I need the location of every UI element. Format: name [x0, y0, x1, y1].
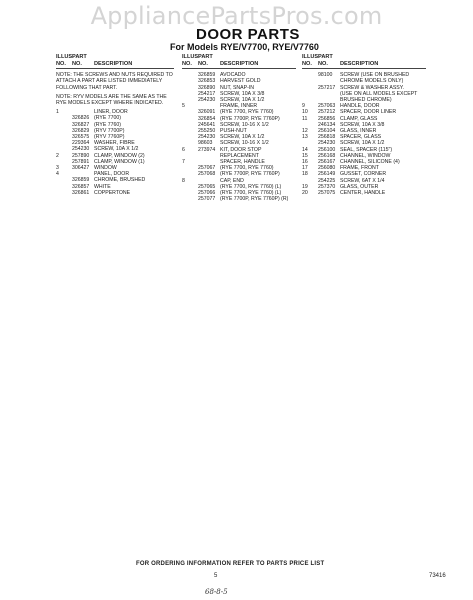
part-number: 256818: [318, 134, 336, 141]
part-description: SCREW, 10A X 1/2: [220, 134, 265, 141]
part-description: NUT, SNAP-IN: [220, 84, 255, 91]
part-description: REPLACEMENT: [220, 152, 259, 159]
part-number: 256080: [318, 165, 336, 172]
illus-number: [56, 190, 72, 196]
part-description: GLASS, OUTER: [340, 183, 379, 190]
header-illus: ILLUS.: [56, 54, 74, 60]
part-number: 98603: [198, 140, 213, 147]
header-no: NO.: [302, 60, 312, 67]
part-row: [182, 196, 296, 202]
part-description: SCREW, 6AT X 1/4: [340, 177, 385, 184]
part-description: SCREW, 10A X 3/8: [220, 90, 265, 97]
part-number: 257067: [198, 165, 216, 172]
part-number: 326853: [198, 78, 216, 85]
part-description: HANDLE, DOOR: [340, 103, 380, 110]
illus-number: 12: [302, 128, 308, 135]
part-description: KIT, DOOR STOP: [220, 146, 262, 153]
header-description: DESCRIPTION: [340, 60, 379, 67]
note-screws: NOTE: THE SCREWS AND NUTS REQUIRED TO ATTACH A PART ARE LISTED IMMEDIATELY FOLLOWING THAT PART.: [56, 72, 173, 91]
part-description: LINER, DOOR: [94, 109, 128, 116]
part-number: 257212: [318, 109, 336, 116]
header-part-no: NO.: [198, 60, 208, 67]
part-number: 257066: [198, 190, 216, 197]
part-number: 257077: [198, 196, 216, 203]
watermark-logo: AppliancePartsPros.com: [90, 2, 383, 30]
part-description: SPACER, HANDLE: [220, 159, 265, 166]
part-description: (RYV 7700P): [94, 127, 125, 134]
header-part: PART: [318, 54, 333, 60]
part-number: 256167: [318, 159, 336, 166]
part-description: FRAME, FRONT: [340, 165, 379, 172]
part-description: CLAMP, GLASS: [340, 115, 378, 122]
part-description: BRUSHED CHROME): [340, 97, 392, 103]
illus-number: 8: [182, 177, 185, 184]
part-number: 326854: [198, 115, 216, 122]
column-header: [182, 54, 296, 69]
part-row: [302, 190, 426, 196]
header-blank: [220, 54, 296, 61]
part-number: 256149: [318, 171, 336, 178]
part-description: SEAL, SPACER (115"): [340, 146, 393, 153]
header-illus: ILLUS.: [302, 54, 320, 60]
part-description: GLASS, INNER: [340, 128, 377, 135]
part-description: SPACER, DOOR LINER: [340, 109, 397, 116]
part-number: 255250: [198, 128, 216, 135]
part-number: 326859: [198, 72, 216, 79]
part-number: 306427: [72, 165, 90, 172]
part-number: 254230: [72, 146, 90, 153]
page-title: DOOR PARTS: [196, 26, 300, 43]
part-description: CHROME, BRUSHED: [94, 177, 146, 184]
part-description: SCREW, 10A X 1/2: [340, 140, 385, 147]
parts-column-2: [182, 54, 296, 202]
part-number: 254230: [198, 134, 216, 141]
illus-number: 2: [56, 152, 59, 159]
header-no: NO.: [182, 60, 192, 67]
illus-number: 18: [302, 171, 308, 178]
header-description: DESCRIPTION: [94, 60, 133, 67]
parts-list: [182, 72, 296, 202]
part-number: 256104: [318, 128, 336, 135]
part-number: 257890: [72, 152, 90, 159]
illus-number: 9: [302, 103, 305, 110]
parts-list: [56, 109, 174, 196]
part-number: 257075: [318, 190, 336, 197]
part-description: (USE ON ALL MODELS EXCEPT: [340, 90, 418, 97]
header-description: DESCRIPTION: [220, 60, 259, 67]
handwritten-mark: 68-8-5: [205, 588, 228, 596]
part-description: SCREW, 10A X 3/8: [340, 121, 385, 128]
part-description: (RYE 7700P, RYE 7760P): [220, 171, 280, 178]
column-header: [56, 54, 174, 69]
header-part: PART: [72, 54, 87, 60]
part-description: PUSH-NUT: [220, 128, 247, 135]
header-blank: [94, 54, 174, 61]
document-code: 73416: [429, 573, 446, 579]
part-number: 326826: [72, 115, 90, 122]
parts-list: [302, 72, 426, 196]
illus-number: 3: [56, 165, 59, 172]
part-description: WHITE: [94, 183, 111, 190]
part-description: WASHER, FIBRE: [94, 140, 135, 147]
part-description: COPPERTONE: [94, 189, 131, 196]
part-description: SPACER, GLASS: [340, 134, 382, 141]
part-description: (RYE 7700P, RYE 7760P) (R): [220, 196, 289, 203]
part-number: 257370: [318, 183, 336, 190]
part-description: GUSSET, CORNER: [340, 171, 387, 178]
part-description: (RYE 7700, RYE 7760) (L): [220, 190, 282, 197]
part-description: FRAME, INNER: [220, 103, 258, 110]
part-number: 257217: [318, 84, 336, 91]
header-blank: [340, 54, 426, 61]
part-description: SCREW, 10A X 1/2: [94, 146, 139, 153]
part-description: HARVEST GOLD: [220, 78, 261, 85]
part-description: CAP, END: [220, 177, 244, 184]
parts-column-3: [302, 54, 426, 196]
illus-number: 20: [302, 190, 308, 197]
part-number: 273974: [198, 146, 216, 153]
part-description: SCREW (USE ON BRUSHED: [340, 72, 410, 79]
part-number: 326857: [72, 183, 90, 190]
part-number: 229364: [72, 140, 90, 147]
part-description: PANEL, DOOR: [94, 171, 130, 178]
part-description: (RYE 7700, RYE 7760) (L): [220, 183, 282, 190]
illus-number: 13: [302, 134, 308, 141]
part-description: SCREW & WASHER ASSY.: [340, 84, 404, 91]
page-subtitle: For Models RYE/V7700, RYE/V7760: [170, 42, 319, 52]
note-ryv-models: NOTE: RYV MODELS ARE THE SAME AS THE RYE MODELS EXCEPT WHERE INDICATED.: [56, 93, 167, 106]
part-number: 326890: [198, 84, 216, 91]
header-illus: ILLUS.: [182, 54, 200, 60]
parts-column-1: [56, 54, 174, 196]
part-number: 245641: [198, 121, 216, 128]
illus-number: 7: [182, 159, 185, 166]
illus-number: 1: [56, 109, 59, 116]
part-description: (RYE 7700, RYE 7760): [220, 109, 274, 116]
part-description: (RYE 7700): [94, 115, 122, 122]
part-description: (RYE 7760): [94, 121, 122, 128]
part-description: SCREW, 10A X 1/2: [220, 97, 265, 103]
illus-number: 14: [302, 146, 308, 153]
illus-number: 6: [182, 146, 185, 153]
part-description: SCREW, 10-16 X 1/2: [220, 140, 269, 147]
part-number: 326091: [198, 109, 216, 116]
part-number: 257891: [72, 158, 90, 165]
part-description: CLAMP, WINDOW (2): [94, 152, 145, 159]
header-part-no: NO.: [72, 60, 82, 67]
illus-number: 4: [56, 171, 59, 178]
part-number: 326827: [72, 121, 90, 128]
part-description: (RYE 7700P, RYE 7760P): [220, 115, 280, 122]
header-no: NO.: [56, 60, 66, 67]
part-description: (RYE 7700, RYE 7760): [220, 165, 274, 172]
illus-number: 11: [302, 115, 308, 122]
part-description: WINDOW: [94, 165, 117, 172]
header-part: PART: [198, 54, 213, 60]
part-number: 326859: [72, 177, 90, 184]
part-number: 256100: [318, 146, 336, 153]
part-description: CHROME MODELS ONLY): [340, 78, 404, 85]
part-number: 326575: [72, 134, 90, 141]
part-number: 326861: [72, 189, 90, 196]
part-number: 246134: [318, 121, 336, 128]
ordering-note: FOR ORDERING INFORMATION REFER TO PARTS PRICE LIST: [136, 561, 325, 567]
part-description: CLAMP, WINDOW (1): [94, 158, 145, 165]
illus-number: [182, 196, 198, 202]
illus-number: 10: [302, 109, 308, 116]
part-number: 326829: [72, 127, 90, 134]
part-number: 257068: [198, 171, 216, 178]
part-description: AVOCADO: [220, 72, 246, 79]
illus-number: 17: [302, 165, 308, 172]
part-row: [56, 190, 174, 196]
part-number: 254225: [318, 177, 336, 184]
part-number: 254230: [318, 140, 336, 147]
illus-number: 5: [182, 103, 185, 110]
part-number: 254217: [198, 90, 216, 97]
part-description: CENTER, HANDLE: [340, 190, 386, 197]
illus-number: 15: [302, 152, 308, 159]
part-number: 254230: [198, 97, 216, 103]
part-description: CHANNEL, WINDOW: [340, 152, 391, 159]
part-description: SCREW, 10-16 X 1/2: [220, 121, 269, 128]
column-header: [302, 54, 426, 69]
page-number: 5: [214, 573, 218, 579]
part-number: 257065: [198, 183, 216, 190]
part-number: 257063: [318, 103, 336, 110]
illus-number: 19: [302, 183, 308, 190]
illus-number: 16: [302, 159, 308, 166]
part-description: (RYV 7760P): [94, 134, 125, 141]
part-number: 256168: [318, 152, 336, 159]
part-number: 256856: [318, 115, 336, 122]
part-description: CHANNEL, SILICONE (4): [340, 159, 400, 166]
part-number: 98100: [318, 72, 333, 79]
header-part-no: NO.: [318, 60, 328, 67]
